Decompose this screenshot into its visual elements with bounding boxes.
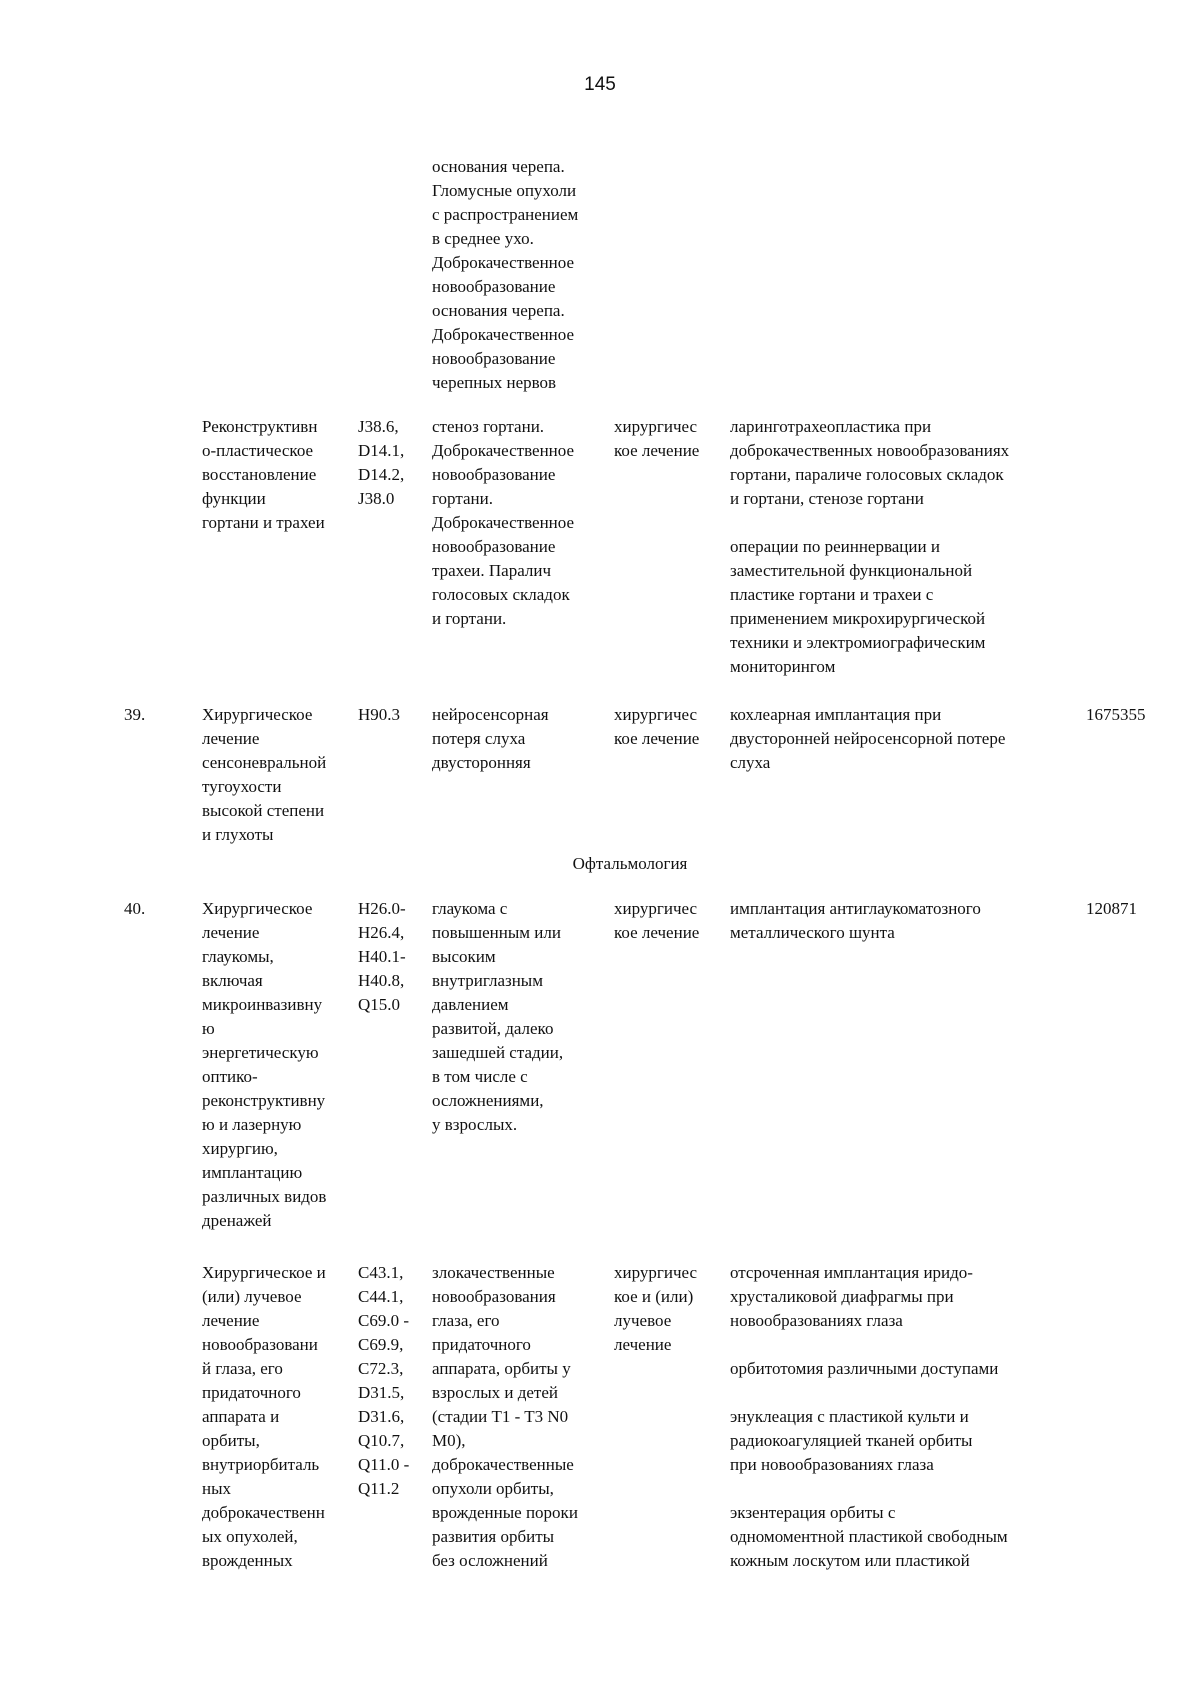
row-39-method-cell: кохлеарная имплантация при двусторонней нейросенсорной потере слуха	[730, 705, 1006, 772]
larynx-name-cell: Реконструктивн о-пластическое восстановление функции гортани и трахеи	[202, 417, 325, 532]
row-40-method-cell: имплантация антиглаукоматозного металлического шунта	[730, 899, 981, 942]
row-39-cost-cell: 1675355	[1086, 705, 1146, 724]
eye-codes-cell: C43.1, C44.1, C69.0 - C69.9, C72.3, D31.5, D31.6, Q10.7, Q11.0 - Q11.2	[358, 1263, 410, 1498]
continued-diagnosis-cell: основания черепа. Гломусные опухоли с распространением в среднее ухо. Доброкачественное новообразование основания черепа. Доброкачественное новообразование черепных нервов	[432, 157, 579, 392]
row-40-name-cell: Хирургическое лечение глаукомы, включая микроинвазивну ю энергетическую оптико- реконструктивну ю и лазерную хирургию, имплантацию различных видов дренажей	[202, 899, 327, 1230]
row-39-name-cell: Хирургическое лечение сенсоневральной тугоухости высокой степени и глухоты	[202, 705, 327, 844]
larynx-diagnosis-cell: стеноз гортани. Доброкачественное новообразование гортани. Доброкачественное новообразование трахеи. Паралич голосовых складок и гортани.	[432, 417, 575, 628]
eye-diagnosis-cell: злокачественные новообразования глаза, его придаточного аппарата, орбиты у взрослых и детей (стадии T1 - T3 N0 M0), доброкачественные опухоли орбиты, врожденные пороки развития орбиты без осложнений	[432, 1263, 578, 1570]
row-40-diagnosis-cell: глаукома с повышенным или высоким внутриглазным давлением развитой, далеко зашедшей стадии, в том числе с осложнениями, у взрослых.	[432, 899, 564, 1134]
row-40-treatment-cell: хирургичес кое лечение	[614, 899, 700, 942]
eye-method-3: энуклеация с пластикой культи и радиокоагуляцией тканей орбиты при новообразованиях глаза	[730, 1407, 973, 1474]
page-number: 145	[584, 74, 616, 95]
row-39-codes-cell: H90.3	[358, 705, 401, 724]
section-title: Офтальмология	[572, 854, 688, 873]
row-39-treatment-cell: хирургичес кое лечение	[614, 705, 700, 748]
eye-method-1: отсроченная имплантация иридо- хрусталиковой диафрагмы при новообразованиях глаза	[730, 1263, 973, 1330]
row-40-cost-cell: 120871	[1086, 899, 1137, 918]
row-40-number: 40.	[124, 899, 146, 918]
larynx-codes-cell: J38.6, D14.1, D14.2, J38.0	[358, 417, 405, 508]
eye-treatment-cell: хирургичес кое и (или) лучевое лечение	[614, 1263, 698, 1354]
eye-method-2: орбитотомия различными доступами	[730, 1359, 999, 1378]
larynx-treatment-cell: хирургичес кое лечение	[614, 417, 700, 460]
larynx-method-2: операции по реиннервации и заместительной функциональной пластике гортани и трахеи с применением микрохирургической техники и электромиографическим мониторингом	[730, 537, 986, 676]
larynx-method-1: ларинготрахеопластика при доброкачественных новообразованиях гортани, параличе голосовых складок и гортани, стенозе гортани	[730, 417, 1010, 508]
row-39-diagnosis-cell: нейросенсорная потеря слуха двусторонняя	[432, 705, 549, 772]
row-40-codes-cell: H26.0- H26.4, H40.1- H40.8, Q15.0	[358, 899, 406, 1014]
eye-name-cell: Хирургическое и (или) лучевое лечение новообразовани й глаза, его придаточного аппарата и орбиты, внутриорбиталь ных доброкачественн ых опухолей, врожденных	[202, 1263, 326, 1570]
eye-method-4: экзентерация орбиты с одномоментной пластикой свободным кожным лоскутом или пластикой	[730, 1503, 1008, 1570]
row-39-number: 39.	[124, 705, 146, 724]
